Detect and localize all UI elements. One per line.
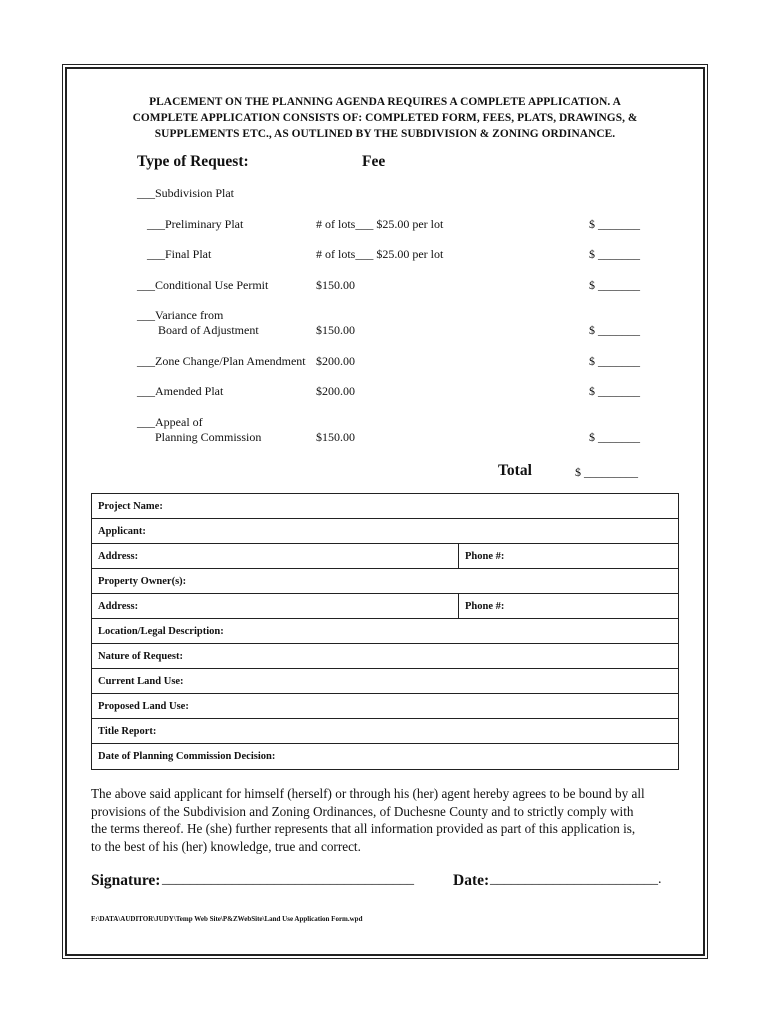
appeal-fee: $150.00 bbox=[316, 430, 355, 444]
table-row bbox=[92, 544, 678, 569]
amended-plat-amount: $ _______ bbox=[589, 384, 640, 398]
project-name-field[interactable]: Project Name: bbox=[98, 500, 163, 512]
zone-change-fee: $200.00 bbox=[316, 354, 355, 368]
appeal-label: ___Appeal of bbox=[137, 415, 203, 429]
table-row bbox=[92, 519, 678, 544]
owner-phone-field[interactable]: Phone #: bbox=[458, 594, 678, 618]
table-row bbox=[92, 619, 678, 644]
application-info-table bbox=[91, 493, 679, 770]
conditional-use-permit-fee: $150.00 bbox=[316, 278, 355, 292]
variance-fee: $150.00 bbox=[316, 323, 355, 337]
variance-amount: $ _______ bbox=[589, 323, 640, 337]
owner-address-field[interactable]: Address: bbox=[98, 600, 139, 612]
final-plat-amount: $ _______ bbox=[589, 247, 640, 261]
table-row bbox=[92, 594, 678, 619]
table-row bbox=[92, 569, 678, 594]
subdivision-plat-label: ___Subdivision Plat bbox=[137, 186, 235, 200]
property-owners-field[interactable]: Property Owner(s): bbox=[98, 575, 187, 587]
table-row bbox=[92, 644, 678, 669]
table-row bbox=[92, 694, 678, 719]
table-row bbox=[92, 744, 678, 769]
preliminary-plat-amount: $ _______ bbox=[589, 217, 640, 231]
fee-heading: Fee bbox=[362, 153, 386, 170]
type-of-request-heading: Type of Request: bbox=[137, 153, 249, 170]
header-line-2: COMPLETE APPLICATION CONSISTS OF: COMPLETED FORM, FEES, PLATS, DRAWINGS, & bbox=[132, 112, 638, 124]
agreement-line-2: provisions of the Subdivision and Zoning Ordinances, of Duchesne County and to strictly comply with bbox=[91, 803, 634, 819]
title-report-field[interactable]: Title Report: bbox=[98, 725, 157, 737]
form-header bbox=[95, 94, 675, 142]
date-label: Date: bbox=[453, 872, 490, 889]
variance-label: ___Variance from bbox=[137, 308, 224, 322]
final-plat-label: ___Final Plat bbox=[147, 247, 212, 261]
conditional-use-permit-label: ___Conditional Use Permit bbox=[137, 278, 269, 292]
date-line[interactable]: ________________________. bbox=[490, 872, 662, 887]
proposed-land-use-field[interactable]: Proposed Land Use: bbox=[98, 700, 189, 712]
agreement-line-3: the terms thereof. He (she) further represents that all information provided as part of this application is, bbox=[91, 821, 636, 836]
conditional-use-permit-amount: $ _______ bbox=[589, 278, 640, 292]
signature-label: Signature: bbox=[91, 872, 161, 889]
current-land-use-field[interactable]: Current Land Use: bbox=[98, 675, 184, 687]
applicant-phone-field[interactable]: Phone #: bbox=[458, 544, 678, 568]
nature-of-request-field[interactable]: Nature of Request: bbox=[98, 650, 183, 662]
amended-plat-label: ___Amended Plat bbox=[137, 384, 224, 398]
table-row bbox=[92, 669, 678, 694]
applicant-address-field[interactable]: Address: bbox=[98, 550, 139, 562]
total-label: Total bbox=[498, 462, 532, 479]
final-plat-fee: # of lots___ $25.00 per lot bbox=[316, 247, 444, 261]
file-path-footer: F:\DATA\AUDITOR\JUDY\Temp Web Site\P&ZWebSite\Land Use Application Form.wpd bbox=[91, 915, 363, 923]
total-amount: $ _________ bbox=[575, 465, 638, 479]
table-row bbox=[92, 719, 678, 744]
variance-label-board: Board of Adjustment bbox=[158, 323, 259, 337]
applicant-field[interactable]: Applicant: bbox=[98, 525, 146, 537]
location-legal-description-field[interactable]: Location/Legal Description: bbox=[98, 625, 224, 637]
zone-change-label: ___Zone Change/Plan Amendment bbox=[137, 354, 306, 368]
commission-decision-date-field[interactable]: Date of Planning Commission Decision: bbox=[98, 751, 276, 762]
preliminary-plat-fee: # of lots___ $25.00 per lot bbox=[316, 217, 444, 231]
signature-line[interactable]: ____________________________________ bbox=[162, 872, 414, 887]
table-row bbox=[92, 494, 678, 519]
agreement-line-1: The above said applicant for himself (herself) or through his (her) agent hereby agrees to be bound by all bbox=[91, 786, 645, 801]
appeal-label-commission: Planning Commission bbox=[155, 430, 262, 444]
agreement-line-4: to the best of his (her) knowledge, true and correct. bbox=[91, 838, 361, 854]
agreement-paragraph bbox=[91, 785, 691, 855]
amended-plat-fee: $200.00 bbox=[316, 384, 355, 398]
zone-change-amount: $ _______ bbox=[589, 354, 640, 368]
appeal-amount: $ _______ bbox=[589, 430, 640, 444]
header-line-1: PLACEMENT ON THE PLANNING AGENDA REQUIRES A COMPLETE APPLICATION. A bbox=[149, 96, 621, 108]
header-line-3: SUPPLEMENTS ETC., AS OUTLINED BY THE SUBDIVISION & ZONING ORDINANCE. bbox=[154, 128, 616, 140]
preliminary-plat-label: ___Preliminary Plat bbox=[147, 217, 244, 231]
